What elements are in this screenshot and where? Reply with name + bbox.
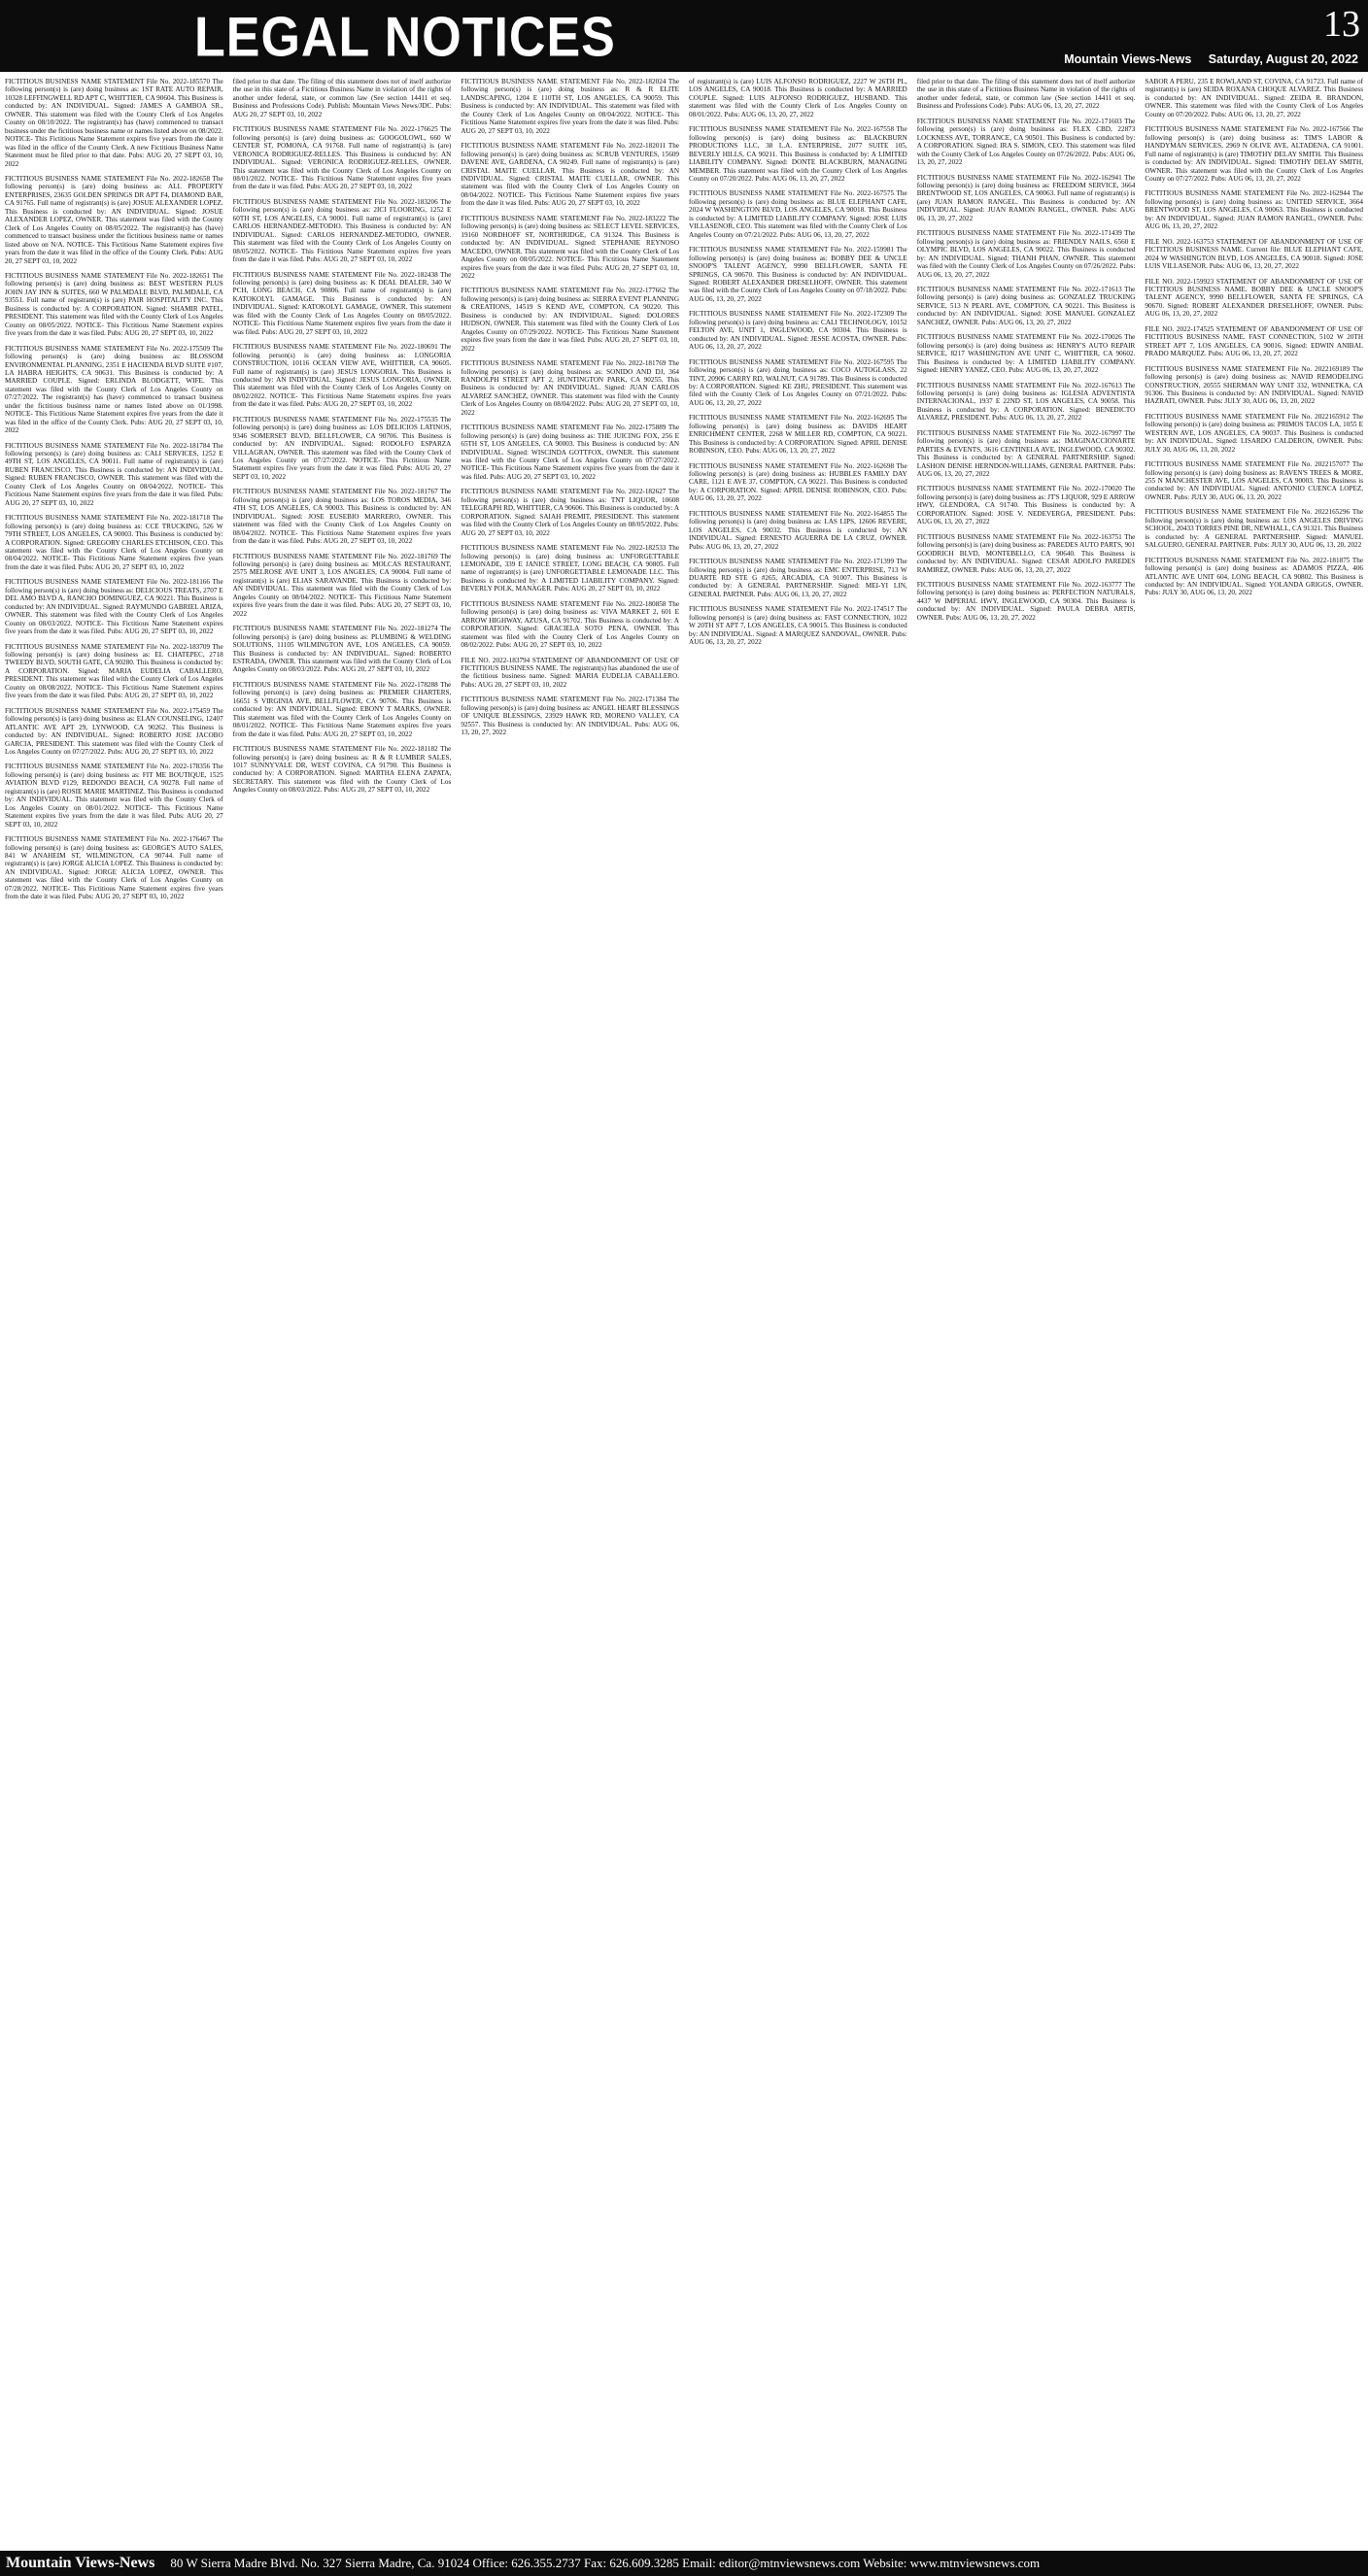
masthead-subheader <box>1050 52 1358 66</box>
legal-notice: FICTITIOUS BUSINESS NAME STATEMENT File No. 2022-162698 The following person(s) is (are) doing business as: HUBBLES FAMILY DAY CARE, 1121 E AVE 37, COMPTON, CA 90221. This Business is conducted by: A CORPORATION. Signed: APRIL DENISE ROBINSON, CEO. Pubs: AUG 06, 13, 20, 27, 2022 <box>689 461 907 503</box>
legal-notice: FICTITIOUS BUSINESS NAME STATEMENT File No. 2022-180858 The following person(s) is (are) doing business as: VIVA MARKET 2, 601 E ARROW HIGHWAY, AZUSA, CA 91702. This Business is conducted by: A CORPORATION. Signed: GRACIELA SOTO PENA, OWNER. This statement was filed with the County Clerk of Los Angeles County on 08/02/2022. Pubs: AUG 20, 27 SEPT 03, 10, 2022 <box>461 599 680 650</box>
legal-notice: FICTITIOUS BUSINESS NAME STATEMENT File No. 2022-167595 The following person(s) is (are) doing business as: COCO AUTOGLASS, 22 TINT, 20906 CARRY RD, WALNUT, CA 91789. This Business is conducted by: A CORPORATION. Signed: KE ZHU, PRESIDENT. This statement was filed with the County Clerk of Los Angeles County on 07/21/2022. Pubs: AUG 06, 13, 20, 27, 2022 <box>689 357 907 407</box>
legal-notice: FICTITIOUS BUSINESS NAME STATEMENT File No. 2022-170026 The following person(s) is (are) doing business as: HENRY'S AUTO REPAIR SERVICE, 8217 WASHINGTON AVE UNIT C, WHITTIER, CA 90602. This Business is conducted by: A LIMITED LIABILITY COMPANY. Signed: HENRY YANEZ, CEO. Pubs: AUG 06, 13, 20, 27, 2022 <box>916 333 1136 375</box>
legal-notice: of registrant(s) is (are) LUIS ALFONSO RODRIGUEZ, 2227 W 26TH PL, LOS ANGELES, CA 90018. This Business is conducted by: A MARRIED COUPLE. Signed: LUIS ALFONSO RODRIGUEZ, HUSBAND. This statement was filed with the County Clerk of Los Angeles County on 08/01/2022. Pubs: AUG 06, 13, 20, 27, 2022 <box>689 78 907 119</box>
page-number: 13 <box>1323 4 1360 45</box>
legal-notice: FICTITIOUS BUSINESS NAME STATEMENT File No. 2022-162695 The following person(s) is (are) doing business as: DAVIDS HEART ENRICHMENT CENTER, 2268 W MILLER RD, COMPTON, CA 90221. This Business is conducted by: A CORPORATION. Signed: APRIL DENISE ROBINSON, CEO. Pubs: AUG 06, 13, 20, 27, 2022 <box>689 414 907 456</box>
legal-notice: filed prior to that date. The filing of this statement does not of itself authorize the use in this state of a Fictitious Business Name in violation of the rights of another under federal, state, or common law (See section 14411 et seq. Business and Professions Code). Pubs: AUG 06, 13, 20, 27, 2022 <box>916 78 1136 111</box>
legal-notice: FICTITIOUS BUSINESS NAME STATEMENT File No. 2022-178356 The following person(s) is (are) doing business as: FIT ME BOUTIQUE, 1525 AVIATION BLVD #129, REDONDO BEACH, CA 90278. Full name of registrant(s) is (are) ROSIE MARIE MARTINEZ. This Business is conducted by: AN INDIVIDUAL. This statement was filed with the County Clerk of Los Angeles County on 08/01/2022. NOTICE- This Fictitious Name Statement expires five years from the date it was filed. Pubs: AUG 20, 27 SEPT 03, 10, 2022 <box>5 763 223 829</box>
legal-notice: FILE NO. 2022-183794 STATEMENT OF ABANDONMENT OF USE OF FICTITIOUS BUSINESS NAME. The registrant(s) has abandoned the use of the fictitious business name. Signed: MARIA EUDELIA CABALLERO. Pubs: AUG 20, 27 SEPT 03, 10, 2022 <box>461 656 680 689</box>
legal-notice: FICTITIOUS BUSINESS NAME STATEMENT File No. 2022-175889 The following person(s) is (are) doing business as: THE JUICING FOX, 256 E 65TH ST, LOS ANGELES, CA 90003. This Business is conducted by: AN INDIVIDUAL. Signed: WISCINDA GOTTFOX, OWNER. This statement was filed with the County Clerk of Los Angeles County on 07/27/2022. NOTICE- This Fictitious Name Statement expires five years from the date it was filed. Pubs: AUG 20, 27 SEPT 03, 10, 2022 <box>461 424 680 481</box>
footer-contact-info: 80 W Sierra Madre Blvd. No. 327 Sierra Madre, Ca. 91024 Office: 626.355.2737 Fax: 626.609.3285 Email: editor@mtnviewsnews.com Website: www.mtnviewsnews.com <box>170 2556 1041 2570</box>
legal-notice: FICTITIOUS BUSINESS NAME STATEMENT File No. 2022-172309 The following person(s) is (are) doing business as: CALI TECHNOLOGY, 10152 FELTON AVE, UNIT 1, INGLEWOOD, CA 90304. This Business is conducted by: AN INDIVIDUAL. Signed: JESSE ACOSTA, OWNER. Pubs: AUG 06, 13, 20, 27, 2022 <box>689 310 907 352</box>
legal-notice: SABOR A PERU, 235 E ROWLAND ST, COVINA, CA 91723. Full name of registrant(s) is (are) SEIDA ROXANA CHOQUE ALVAREZ. This Business is conducted by: AN INDIVIDUAL. Signed: ZEIDA R. BRANDON, OWNER. This statement was filed with the County Clerk of Los Angeles County on 07/20/2022. Pubs: AUG 06, 13, 20, 27, 2022 <box>1145 78 1363 119</box>
legal-notice: FICTITIOUS BUSINESS NAME STATEMENT File No. 2022-176467 The following person(s) is (are) doing business as: GEORGE'S AUTO SALES, 841 W ANAHEIM ST, WILMINGTON, CA 90744. Full name of registrant(s) is (are) JORGE ALICIA LOPEZ. This Business is conducted by: AN INDIVIDUAL. Signed: JORGE ALICIA LOPEZ, OWNER. This statement was filed with the County Clerk of Los Angeles County on 07/28/2022. NOTICE- This Fictitious Name Statement expires five years from the date it was filed. Pubs: AUG 20, 27 SEPT 03, 10, 2022 <box>5 835 223 901</box>
legal-notice: FICTITIOUS BUSINESS NAME STATEMENT File No. 2022-162941 The following person(s) is (are) doing business as: FREEDOM SERVICE, 3664 BRENTWOOD ST, LOS ANGELES, CA 90063. Full name of registrant(s) is (are) JUAN RAMON RANGEL. This Business is conducted by: AN INDIVIDUAL. Signed: JUAN RAMON RANGEL, OWNER. Pubs: AUG 06, 13, 20, 27, 2022 <box>916 173 1136 222</box>
legal-notice: FICTITIOUS BUSINESS NAME STATEMENT File No. 2022-167566 The following person(s) is (are) doing business as: TIM'S LABOR & HANDYMAN SERVICES, 2969 N OLIVE AVE, ALTADENA, CA 91001. Full name of registrant(s) is (are) TIMOTHY DELAY SMITH. This Business is conducted by: AN INDIVIDUAL. Signed: TIMOTHY DELAY SMITH, OWNER. This statement was filed with the County Clerk of Los Angeles County on 07/27/2022. Pubs: AUG 06, 13, 20, 27, 2022 <box>1145 125 1363 183</box>
legal-notice: FICTITIOUS BUSINESS NAME STATEMENT File No. 2022-181875 The following person(s) is (are) doing business as: ADAMOS PIZZA, 406 ATLANTIC AVE UNIT 604, LONG BEACH, CA 90802. This Business is conducted by: AN INDIVIDUAL. Signed: YOLANDA GRIGGS, OWNER. Pubs: JULY 30, AUG 06, 13, 20, 2022 <box>1145 556 1363 597</box>
legal-notice: FICTITIOUS BUSINESS NAME STATEMENT File No. 2022-167558 The following person(s) is (are) doing business as: BLACKBURN PRODUCTIONS LLC, 38 L.A. ENTERPRISE, 2077 SUITE 105, BEVERLY HILLS, CA 90211. This Business is conducted by: A LIMITED LIABILITY COMPANY. Signed: DONTE BLACKBURN, MANAGING MEMBER. This statement was filed with the County Clerk of Los Angeles County on 07/20/2022. Pubs: AUG 06, 13, 20, 27, 2022 <box>689 125 907 183</box>
legal-notice: FICTITIOUS BUSINESS NAME STATEMENT File No. 2022-181274 The following person(s) is (are) doing business as: PLUMBING & WELDING SOLUTIONS, 11105 WILMINGTON AVE, LOS ANGELES, CA 90059. This Business is conducted by: AN INDIVIDUAL. Signed: ROBERTO ESTRADA, OWNER. This statement was filed with the County Clerk of Los Angeles County on 08/03/2022. Pubs: AUG 20, 27 SEPT 03, 10, 2022 <box>232 625 452 674</box>
masthead <box>0 0 1368 72</box>
legal-notice: FICTITIOUS BUSINESS NAME STATEMENT File No. 2022-182438 The following person(s) is (are) doing business as: K DEAL DEALER, 340 W PCH, LONG BEACH, CA 90806. Full name of registrant(s) is (are) KATOKOLYL GAMAGE. This Business is conducted by: AN INDIVIDUAL. Signed: KATOKOLYL GAMAGE, OWNER. This statement was filed with the County Clerk of Los Angeles County on 08/05/2022. NOTICE- This Fictitious Name Statement expires five years from the date it was filed. Pubs: AUG 20, 27 SEPT 03, 10, 2022 <box>232 270 452 336</box>
notice-column <box>461 78 679 2535</box>
legal-notice: FICTITIOUS BUSINESS NAME STATEMENT File No. 2022-181182 The following person(s) is (are) doing business as: R & R LUMBER SALES, 1017 SUNNYVALE DR, WEST COVINA, CA 91790. This Business is conducted by: A CORPORATION. Signed: MARTHA ELENA ZAPATA, SECRETARY. This statement was filed with the County Clerk of Los Angeles County on 08/03/2022. Pubs: AUG 20, 27 SEPT 03, 10, 2022 <box>232 745 452 795</box>
legal-notice: FICTITIOUS BUSINESS NAME STATEMENT File No. 2022-170020 The following person(s) is (are) doing business as: JT'S LIQUOR, 929 E ARROW HWY, GLENDORA, CA 91740. This Business is conducted by: A CORPORATION. Signed: JOSE V. NEDEVERGA, PRESIDENT. Pubs: AUG 06, 13, 20, 27, 2022 <box>916 485 1136 526</box>
legal-notice: FICTITIOUS BUSINESS NAME STATEMENT File No. 2022-167575 The following person(s) is (are) doing business as: BLUE ELEPHANT CAFE, 2024 W WASHINGTON BLVD, LOS ANGELES, CA 90018. This Business is conducted by: A LIMITED LIABILITY COMPANY. Signed: JOSE LUIS VILLASENOR, CEO. This statement was filed with the County Clerk of Los Angeles County on 07/21/2022. Pubs: AUG 06, 13, 20, 27, 2022 <box>689 189 907 239</box>
legal-notice: FICTITIOUS BUSINESS NAME STATEMENT File No. 2022-171439 The following person(s) is (are) doing business as: FRIENDLY NAILS, 6560 E OLYMPIC BLVD, LOS ANGELES, CA 90022. This Business is conducted by: AN INDIVIDUAL. Signed: THANH PHAN, OWNER. This statement was filed with the County Clerk of Los Angeles County on 07/26/2022. Pubs: AUG 06, 13, 20, 27, 2022 <box>916 229 1136 279</box>
legal-notice: FICTITIOUS BUSINESS NAME STATEMENT File No. 2022-182627 The following person(s) is (are) doing business as: TNT LIQUOR, 10608 TELEGRAPH RD, WHITTIER, CA 90606. This Business is conducted by: A CORPORATION. Signed: SAIAH PREMIT, PRESIDENT. This statement was filed with the County Clerk of Los Angeles County on 08/05/2022. Pubs: AUG 20, 27 SEPT 03, 10, 2022 <box>461 488 680 537</box>
legal-notice: FICTITIOUS BUSINESS NAME STATEMENT File No. 2022-171603 The following person(s) is (are) doing business as: FLEX CBD, 22873 LOCKNESS AVE, TORRANCE, CA 90501. This Business is conducted by: A CORPORATION. Signed: IRA S. SIMON, CEO. This statement was filed with the County Clerk of Los Angeles County on 07/26/2022. Pubs: AUG 06, 13, 20, 27, 2022 <box>916 117 1136 167</box>
legal-notice: FICTITIOUS BUSINESS NAME STATEMENT File No. 2022-174517 The following person(s) is (are) doing business as: FAST CONNECTION, 1022 W 20TH ST APT 7, LOS ANGELES, CA 90015. This Business is conducted by: AN INDIVIDUAL. Signed: A MARQUEZ SANDOVAL, OWNER. Pubs: AUG 06, 13, 20, 27, 2022 <box>689 605 907 647</box>
footer-paper-name: Mountain Views-News <box>6 2555 155 2571</box>
notice-column <box>233 78 452 2535</box>
section-title: LEGAL NOTICES <box>194 7 616 69</box>
legal-notice: FICTITIOUS BUSINESS NAME STATEMENT File No. 2022-181166 The following person(s) is (are) doing business as: DELICIOUS TREATS, 2707 E DEL AMO BLVD A, RANCHO DOMINGUEZ, CA 90221. This Business is conducted by: AN INDIVIDUAL. Signed: RAYMUNDO GABRIEL ARIZA, OWNER. This statement was filed with the County Clerk of Los Angeles County on 08/03/2022. NOTICE- This Fictitious Name Statement expires five years from the date it was filed. Pubs: AUG 20, 27 SEPT 03, 10, 2022 <box>5 578 223 636</box>
legal-notice: FICTITIOUS BUSINESS NAME STATEMENT File No. 2022-177662 The following person(s) is (are) doing business as: SIERRA EVENT PLANNING & CREATIONS, 14519 S KEND AVE, COMPTON, CA 90220. This Business is conducted by: AN INDIVIDUAL. Signed: DOLORES HUDSON, OWNER. This statement was filed with the County Clerk of Los Angeles County on 07/29/2022. NOTICE- This Fictitious Name Statement expires five years from the date it was filed. Pubs: AUG 20, 27 SEPT 03, 10, 2022 <box>461 287 680 353</box>
legal-notice: FICTITIOUS BUSINESS NAME STATEMENT File No. 2022-181718 The following person(s) is (are) doing business as: CCE TRUCKING, 526 W 79TH STREET, LOS ANGELES, CA 90003. This Business is conducted by: A CORPORATION. Signed: GREGORY CHARLES ETCHISON, CEO. This statement was filed with the County Clerk of Los Angeles County on 08/04/2022. NOTICE- This Fictitious Name Statement expires five years from the date it was filed. Pubs: AUG 20, 27 SEPT 03, 10, 2022 <box>5 514 223 571</box>
notice-column <box>5 78 223 2535</box>
notice-column <box>689 78 907 2535</box>
legal-notice: FICTITIOUS BUSINESS NAME STATEMENT File No. 2022-182011 The following person(s) is (are) doing business as: SCRUB VENTURES, 15609 DAVENE AVE, GARDENA, CA 90249. Full name of registrant(s) is (are) CRISTAL MAITE CUELLAR. This Business is conducted by: AN INDIVIDUAL. Signed: CRISTAL MAITE CUELLAR, OWNER. This statement was filed with the County Clerk of Los Angeles County on 08/04/2022. NOTICE- This Fictitious Name Statement expires five years from the date it was filed. Pubs: AUG 20, 27 SEPT 03, 10, 2022 <box>461 142 680 208</box>
footer-bar <box>0 2551 1368 2576</box>
legal-notice: FICTITIOUS BUSINESS NAME STATEMENT File No. 2022-182533 The following person(s) is (are) doing business as: UNFORGETTABLE LEMONADE, 339 E JANICE STREET, LONG BEACH, CA 90805. Full name of registrant(s) is (are) UNFORGETTABLE LEMONADE LLC. This Business is conducted by: A LIMITED LIABILITY COMPANY. Signed: BEVERLY POLK, MANAGER. Pubs: AUG 20, 27 SEPT 03, 10, 2022 <box>461 544 680 593</box>
notice-column <box>1145 78 1363 2535</box>
legal-notice: FILE NO. 2022-174525 STATEMENT OF ABANDONMENT OF USE OF FICTITIOUS BUSINESS NAME. FAST CONNECTION, 5102 W 20TH STREET APT 7, LOS ANGELES, CA 90016. Signed: EDWIN ANIBAL PRADO MARQUEZ. Pubs: AUG 06, 13, 20, 27, 2022 <box>1145 324 1363 358</box>
legal-notice: FICTITIOUS BUSINESS NAME STATEMENT File No. 2022169189 The following person(s) is (are) doing business as: NAVID REMODELING CONSTRUCTION, 20555 SHERMAN WAY UNIT 332, WINNETKA, CA 91306. This Business is conducted by: AN INDIVIDUAL. Signed: NAVID HAZRATI, OWNER. Pubs: JULY 30, AUG 06, 13, 20, 2022 <box>1145 364 1363 406</box>
legal-notice: FILE NO. 2022-159923 STATEMENT OF ABANDONMENT OF USE OF FICTITIOUS BUSINESS NAME. BOBBY DEE & UNCLE SNOOP'S TALENT AGENCY, 9990 BELLFLOWER, SANTA FE SPRINGS, CA 90670. Signed: ROBERT ALEXANDER DRESELHOFF, OWNER. Pubs: AUG 06, 13, 20, 27, 2022 <box>1145 277 1363 319</box>
legal-notice: FICTITIOUS BUSINESS NAME STATEMENT File No. 2022-183709 The following person(s) is (are) doing business as: EL CHATEPEC, 2718 TWEEDY BLVD, SOUTH GATE, CA 90280. This Business is conducted by: A CORPORATION. Signed: MARIA EUDELIA CABALLERO, PRESIDENT. This statement was filed with the County Clerk of Los Angeles County on 08/08/2022. NOTICE- This Fictitious Name Statement expires five years from the date it was filed. Pubs: AUG 20, 27 SEPT 03, 10, 2022 <box>5 642 223 700</box>
legal-notice: FICTITIOUS BUSINESS NAME STATEMENT File No. 2022-183206 The following person(s) is (are) doing business as: 2ICI FLOORING, 1252 E 60TH ST, LOS ANGELES, CA 90001. Full name of registrant(s) is (are) CARLOS HERNANDEZ-METODIO. This Business is conducted by: AN INDIVIDUAL. Signed: CARLOS HERNANDEZ-METODIO, OWNER. This statement was filed with the County Clerk of Los Angeles County on 08/05/2022. NOTICE- This Fictitious Name Statement expires five years from the date it was filed. Pubs: AUG 20, 27 SEPT 03, 10, 2022 <box>232 197 452 264</box>
legal-notice: FICTITIOUS BUSINESS NAME STATEMENT File No. 2022-162944 The following person(s) is (are) doing business as: UNITED SERVICE, 3664 BRENTWOOD ST, LOS ANGELES, CA 90063. This Business is conducted by: AN INDIVIDUAL. Signed: JUAN RAMON RANGEL, OWNER. Pubs: AUG 06, 13, 20, 27, 2022 <box>1145 189 1363 231</box>
legal-notice: FICTITIOUS BUSINESS NAME STATEMENT File No. 2022165296 The following person(s) is (are) doing business as: LOS ANGELES DRIVING SCHOOL, 20433 TORRES PINE DR, NEWHALL, CA 91321. This Business is conducted by: A GENERAL PARTNERSHIP. Signed: MANUEL SALGUERO, GENERAL PARTNER. Pubs: JULY 30, AUG 06, 13, 20, 2022 <box>1145 508 1363 550</box>
legal-notice: FICTITIOUS BUSINESS NAME STATEMENT File No. 2022-181769 The following person(s) is (are) doing business as: MOLCAS RESTAURANT, 2575 MELROSE AVE UNIT 3, LOS ANGELES, CA 90004. Full name of registrant(s) is (are) ELIAS SARAVANDE. This Business is conducted by: AN INDIVIDUAL. This statement was filed with the County Clerk of Los Angeles County on 08/04/2022. NOTICE- This Fictitious Name Statement expires five years from the date it was filed. Pubs: AUG 20, 27 SEPT 03, 10, 2022 <box>232 552 452 618</box>
legal-notice: FICTITIOUS BUSINESS NAME STATEMENT File No. 2022-164855 The following person(s) is (are) doing business as: LAS LIPS, 12606 REVERE, LOS ANGELES, CA 90032. This Business is conducted by: AN INDIVIDUAL. Signed: ERNESTO AGUERRA DE LA CRUZ, OWNER. Pubs: AUG 06, 13, 20, 27, 2022 <box>689 509 907 551</box>
legal-notice: FICTITIOUS BUSINESS NAME STATEMENT File No. 2022-175509 The following person(s) is (are) doing business as: BLOSSOM ENVIRONMENTAL PLANNING, 2351 E HACIENDA BLVD SUITE #107, LA HABRA HEIGHTS, CA 90631. This Business is conducted by: A MARRIED COUPLE. Signed: ERLINDA BLODGETT, WIFE. This statement was filed with the County Clerk of Los Angeles County on 07/27/2022. The registrant(s) has (have) commenced to transact business under the fictitious business name or names listed above on 01/1998. NOTICE- This Fictitious Name Statement expires five years from the date it was filed in the office of the County Clerk. Pubs: AUG 20, 27 SEPT 03, 10, 2022 <box>5 344 223 435</box>
legal-notice: FICTITIOUS BUSINESS NAME STATEMENT File No. 2022-167613 The following person(s) is (are) doing business as: IGLESIA ADVENTISTA INTERNACIONAL, 1937 E 22ND ST, LOS ANGELES, CA 90058. This Business is conducted by: A CORPORATION. Signed: BENEDICTO ALVAREZ, PRESIDENT. Pubs: AUG 06, 13, 20, 27, 2022 <box>916 381 1136 423</box>
legal-notice: FICTITIOUS BUSINESS NAME STATEMENT File No. 2022-175459 The following person(s) is (are) doing business as: ELAN COUNSELING, 12407 ATLANTIC AVE APT 29, LYNWOOD, CA 90262. This Business is conducted by: AN INDIVIDUAL. Signed: ROBERTO JOSE JACOBO GARCIA, PRESIDENT. This statement was filed with the County Clerk of Los Angeles County on 07/27/2022. Pubs: AUG 20, 27 SEPT 03, 10, 2022 <box>5 706 223 756</box>
notice-column <box>917 78 1136 2535</box>
legal-notice: FICTITIOUS BUSINESS NAME STATEMENT File No. 2022-171384 The following person(s) is (are) doing business as: ANGEL HEART BLESSINGS OF UNIQUE BLESSINGS, 23929 HAWK RD, MORENO VALLEY, CA 92557. This Business is conducted by: AN INDIVIDUAL. Pubs: AUG 06, 13, 20, 27, 2022 <box>461 695 680 737</box>
legal-notice: filed prior to that date. The filing of this statement does not of itself authorize the use in this state of a Fictitious Business Name in violation of the rights of another under federal, state, or common law (See section 14411 et seq. Business and Professions Code). Publish: Mountain Views News/JDC. Pubs: AUG 20, 27 SEPT 03, 10, 2022 <box>232 78 452 119</box>
legal-notice: FICTITIOUS BUSINESS NAME STATEMENT File No. 2022-182658 The following person(s) is (are) doing business as: ALL PROPERTY ENTERPRISES, 23635 GOLDEN SPRINGS DR APT F4, DIAMOND BAR, CA 91765. Full name of registrant(s) is (are) JOSUE ALEXANDER LOPEZ. This Business is conducted by: AN INDIVIDUAL. Signed: JOSUE ALEXANDER LOPEZ, OWNER. This statement was filed with the County Clerk of Los Angeles County on 08/05/2022. The registrant(s) has (have) commenced to transact business under the fictitious business name or names listed above on N/A. NOTICE- This Fictitious Name Statement expires five years from the date it was filed in the office of the County Clerk. Pubs: AUG 20, 27 SEPT 03, 10, 2022 <box>5 174 223 265</box>
legal-notice: FICTITIOUS BUSINESS NAME STATEMENT File No. 2022-159981 The following person(s) is (are) doing business as: BOBBY DEE & UNCLE SNOOP'S TALENT AGENCY, 9990 BELLFLOWER, SANTA FE SPRINGS, CA 90670. This Business is conducted by: AN INDIVIDUAL. Signed: ROBERT ALEXANDER DRESELHOFF, OWNER. This statement was filed with the County Clerk of Los Angeles County on 07/18/2022. Pubs: AUG 06, 13, 20, 27, 2022 <box>689 246 907 303</box>
legal-notice: FICTITIOUS BUSINESS NAME STATEMENT File No. 2022-176625 The following person(s) is (are) doing business as: GOOGOLOWL, 660 W CENTER ST, POMONA, CA 91768. Full name of registrant(s) is (are) VERONICA RODRIGUEZ-RELLES. This Business is conducted by: AN INDIVIDUAL. Signed: VERONICA RODRIGUEZ-RELLES, OWNER. This statement was filed with the County Clerk of Los Angeles County on 08/01/2022. NOTICE- This Fictitious Name Statement expires five years from the date it was filed. Pubs: AUG 20, 27 SEPT 03, 10, 2022 <box>232 125 452 191</box>
issue-date: Saturday, August 20, 2022 <box>1208 52 1358 66</box>
legal-notice: FICTITIOUS BUSINESS NAME STATEMENT File No. 2022-171613 The following person(s) is (are) doing business as: GONZALEZ TRUCKING SERVICE, 513 N PEARL AVE, COMPTON, CA 90221. This Business is conducted by: AN INDIVIDUAL. Signed: JOSE MANUEL GONZALEZ SANCHEZ, OWNER. Pubs: AUG 06, 13, 20, 27, 2022 <box>916 285 1136 326</box>
legal-notice: FICTITIOUS BUSINESS NAME STATEMENT File No. 2022-175535 The following person(s) is (are) doing business as: LOS DELICIOS LATINOS, 9346 SOMERSET BLVD, BELLFLOWER, CA 90706. This Business is conducted by: AN INDIVIDUAL. Signed: RODOLFO ESPARZA VILLAGRAN, OWNER. This statement was filed with the County Clerk of Los Angeles County on 07/27/2022. NOTICE- This Fictitious Name Statement expires five years from the date it was filed. Pubs: AUG 20, 27 SEPT 03, 10, 2022 <box>232 415 452 481</box>
legal-notice: FILE NO. 2022-163753 STATEMENT OF ABANDONMENT OF USE OF FICTITIOUS BUSINESS NAME. Current file: BLUE ELEPHANT CAFE, 2024 W WASHINGTON BLVD, LOS ANGELES, CA 90018. Signed: JOSE LUIS VILLASENOR. Pubs: AUG 06, 13, 20, 27, 2022 <box>1145 237 1363 271</box>
legal-notice: FICTITIOUS BUSINESS NAME STATEMENT File No. 2022-178288 The following person(s) is (are) doing business as: PREMIER CHARTERS, 16651 S VIRGINIA AVE, BELLFLOWER, CA 90706. This Business is conducted by: AN INDIVIDUAL. Signed: EBONY T MARKS, OWNER. This statement was filed with the County Clerk of Los Angeles County on 08/01/2022. NOTICE- This Fictitious Name Statement expires five years from the date it was filed. Pubs: AUG 20, 27 SEPT 03, 10, 2022 <box>232 680 452 738</box>
legal-notice: FICTITIOUS BUSINESS NAME STATEMENT File No. 2022-185570 The following person(s) is (are) doing business as: 1ST RATE AUTO REPAIR, 10328 LEFFINGWELL RD APT C, WHITTIER, CA 90604. This Business is conducted by: AN INDIVIDUAL. Signed: JAMES A GAMBOA SR., OWNER. This statement was filed with the County Clerk of Los Angeles County on 08/10/2022. The registrant(s) has (have) commenced to transact business under the fictitious business name or names listed above on 08/2022. NOTICE- This Fictitious Name Statement expires five years from the date it was filed in the office of the County Clerk. A new Fictitious Business Name Statement must be filed prior to that date. Pubs: AUG 20, 27 SEPT 03, 10, 2022 <box>5 78 223 168</box>
legal-notice: FICTITIOUS BUSINESS NAME STATEMENT File No. 2022165912 The following person(s) is (are) doing business as: PRIMOS TACOS LA, 1055 E WESTERN AVE, LOS ANGELES, CA 90037. This Business is conducted by: AN INDIVIDUAL. Signed: LISARDO CALDERON, OWNER. Pubs: JULY 30, AUG 06, 13, 20, 2022 <box>1145 412 1363 454</box>
legal-notice: FICTITIOUS BUSINESS NAME STATEMENT File No. 2022-183222 The following person(s) is (are) doing business as: SELECT LEVEL SERVICES, 19160 NORDHOFF ST, NORTHRIDGE, CA 91324. This Business is conducted by: AN INDIVIDUAL. Signed: STEPHANIE REYNOSO MACEDO, OWNER. This statement was filed with the County Clerk of Los Angeles County on 08/05/2022. NOTICE- This Fictitious Name Statement expires five years from the date it was filed. Pubs: AUG 20, 27 SEPT 03, 10, 2022 <box>461 214 680 280</box>
legal-notice: FICTITIOUS BUSINESS NAME STATEMENT File No. 2022-167997 The following person(s) is (are) doing business as: IMAGINACCIONARTE PARTIES & EVENTS, 3616 CENTINELA AVE, INGLEWOOD, CA 90302. This Business is conducted by: A GENERAL PARTNERSHIP. Signed: LASHON DENISE HERNDON-WILLIAMS, GENERAL PARTNER. Pubs: AUG 06, 13, 20, 27, 2022 <box>916 428 1136 479</box>
legal-notice: FICTITIOUS BUSINESS NAME STATEMENT File No. 2022-181767 The following person(s) is (are) doing business as: LOS TOROS MEDIA, 346 4TH ST, LOS ANGELES, CA 90003. This Business is conducted by: AN INDIVIDUAL. Signed: JOSE EUSEBIO MARRERO, OWNER. This statement was filed with the County Clerk of Los Angeles County on 08/04/2022. NOTICE- This Fictitious Name Statement expires five years from the date it was filed. Pubs: AUG 20, 27 SEPT 03, 10, 2022 <box>232 488 452 546</box>
legal-notice: FICTITIOUS BUSINESS NAME STATEMENT File No. 2022-171399 The following person(s) is (are) doing business as: EMC ENTERPRISE, 713 W DUARTE RD STE G #265, ARCADIA, CA 91007. This Business is conducted by: A GENERAL PARTNERSHIP. Signed: MEI-YI LIN, GENERAL PARTNER. Pubs: AUG 06, 13, 20, 27, 2022 <box>689 558 907 598</box>
notice-columns <box>5 78 1363 2535</box>
legal-notice: FICTITIOUS BUSINESS NAME STATEMENT File No. 2022-163777 The following person(s) is (are) doing business as: PERFECTION NATURALS, 4437 W IMPERIAL HWY, INGLEWOOD, CA 90304. This Business is conducted by: AN INDIVIDUAL. Signed: PAULA DEBRA ARTIS, OWNER. Pubs: AUG 06, 13, 20, 27, 2022 <box>916 581 1136 622</box>
legal-notice: FICTITIOUS BUSINESS NAME STATEMENT File No. 2022-182024 The following person(s) is (are) doing business as: R & R ELITE LANDSCAPING, 1204 E 110TH ST, LOS ANGELES, CA 90059. This Business is conducted by: AN INDIVIDUAL. This statement was filed with the County Clerk of Los Angeles County on 08/04/2022. NOTICE- This Fictitious Name Statement expires five years from the date it was filed. Pubs: AUG 20, 27 SEPT 03, 10, 2022 <box>461 78 680 135</box>
legal-notice: FICTITIOUS BUSINESS NAME STATEMENT File No. 2022-163751 The following person(s) is (are) doing business as: PAREDES AUTO PARTS, 901 GOODRICH BLVD, MONTEBELLO, CA 90640. This Business is conducted by: AN INDIVIDUAL. Signed: CESAR ADOLFO PAREDES RAMIREZ, OWNER. Pubs: AUG 06, 13, 20, 27, 2022 <box>916 532 1136 574</box>
legal-notice: FICTITIOUS BUSINESS NAME STATEMENT File No. 2022-180691 The following person(s) is (are) doing business as: LONGORIA CONSTRUCTION, 10116 OCEAN VIEW AVE, WHITTIER, CA 90605. Full name of registrant(s) is (are) JESUS LONGORIA. This Business is conducted by: AN INDIVIDUAL. Signed: JESUS LONGORIA, OWNER. This statement was filed with the County Clerk of Los Angeles County on 08/02/2022. NOTICE- This Fictitious Name Statement expires five years from the date it was filed. Pubs: AUG 20, 27 SEPT 03, 10, 2022 <box>232 343 452 409</box>
legal-notice: FICTITIOUS BUSINESS NAME STATEMENT File No. 2022157077 The following person(s) is (are) doing business as: RAVEN'S TREES & MORE, 255 N MANCHESTER AVE, LOS ANGELES, CA 90003. This Business is conducted by: AN INDIVIDUAL. Signed: ANTONIO CUENCA LOPEZ, OWNER. Pubs: JULY 30, AUG 06, 13, 20, 2022 <box>1145 460 1363 501</box>
legal-notice: FICTITIOUS BUSINESS NAME STATEMENT File No. 2022-181784 The following person(s) is (are) doing business as: CALI SERVICES, 1252 E 49TH ST, LOS ANGELES, CA 90011. Full name of registrant(s) is (are) RUBEN FRANCISCO. This Business is conducted by: AN INDIVIDUAL. Signed: RUBEN FRANCISCO, OWNER. This statement was filed with the County Clerk of Los Angeles County on 08/04/2022. NOTICE- This Fictitious Name Statement expires five years from the date it was filed. Pubs: AUG 20, 27 SEPT 03, 10, 2022 <box>5 441 223 507</box>
legal-notice: FICTITIOUS BUSINESS NAME STATEMENT File No. 2022-182651 The following person(s) is (are) doing business as: BEST WESTERN PLUS JOHN JAY INN & SUITES, 660 W PALMDALE BLVD, PALMDALE, CA 93551. Full name of registrant(s) is (are) PAIR HOSPITALITY INC. This Business is conducted by: A CORPORATION. Signed: SHAMIR PATEL, PRESIDENT. This statement was filed with the County Clerk of Los Angeles County on 08/05/2022. NOTICE- This Fictitious Name Statement expires five years from the date it was filed. Pubs: AUG 20, 27 SEPT 03, 10, 2022 <box>5 271 223 338</box>
legal-notice: FICTITIOUS BUSINESS NAME STATEMENT File No. 2022-181769 The following person(s) is (are) doing business as: SONIDO AND DJ, 364 RANDOLPH STREET APT 2, HUNTINGTON PARK, CA 90255. This Business is conducted by: AN INDIVIDUAL. Signed: JUAN CARLOS ALVAREZ SANCHEZ, OWNER. This statement was filed with the County Clerk of Los Angeles County on 08/04/2022. Pubs: AUG 20, 27 SEPT 03, 10, 2022 <box>461 359 680 417</box>
paper-name: Mountain Views-News <box>1064 52 1192 66</box>
